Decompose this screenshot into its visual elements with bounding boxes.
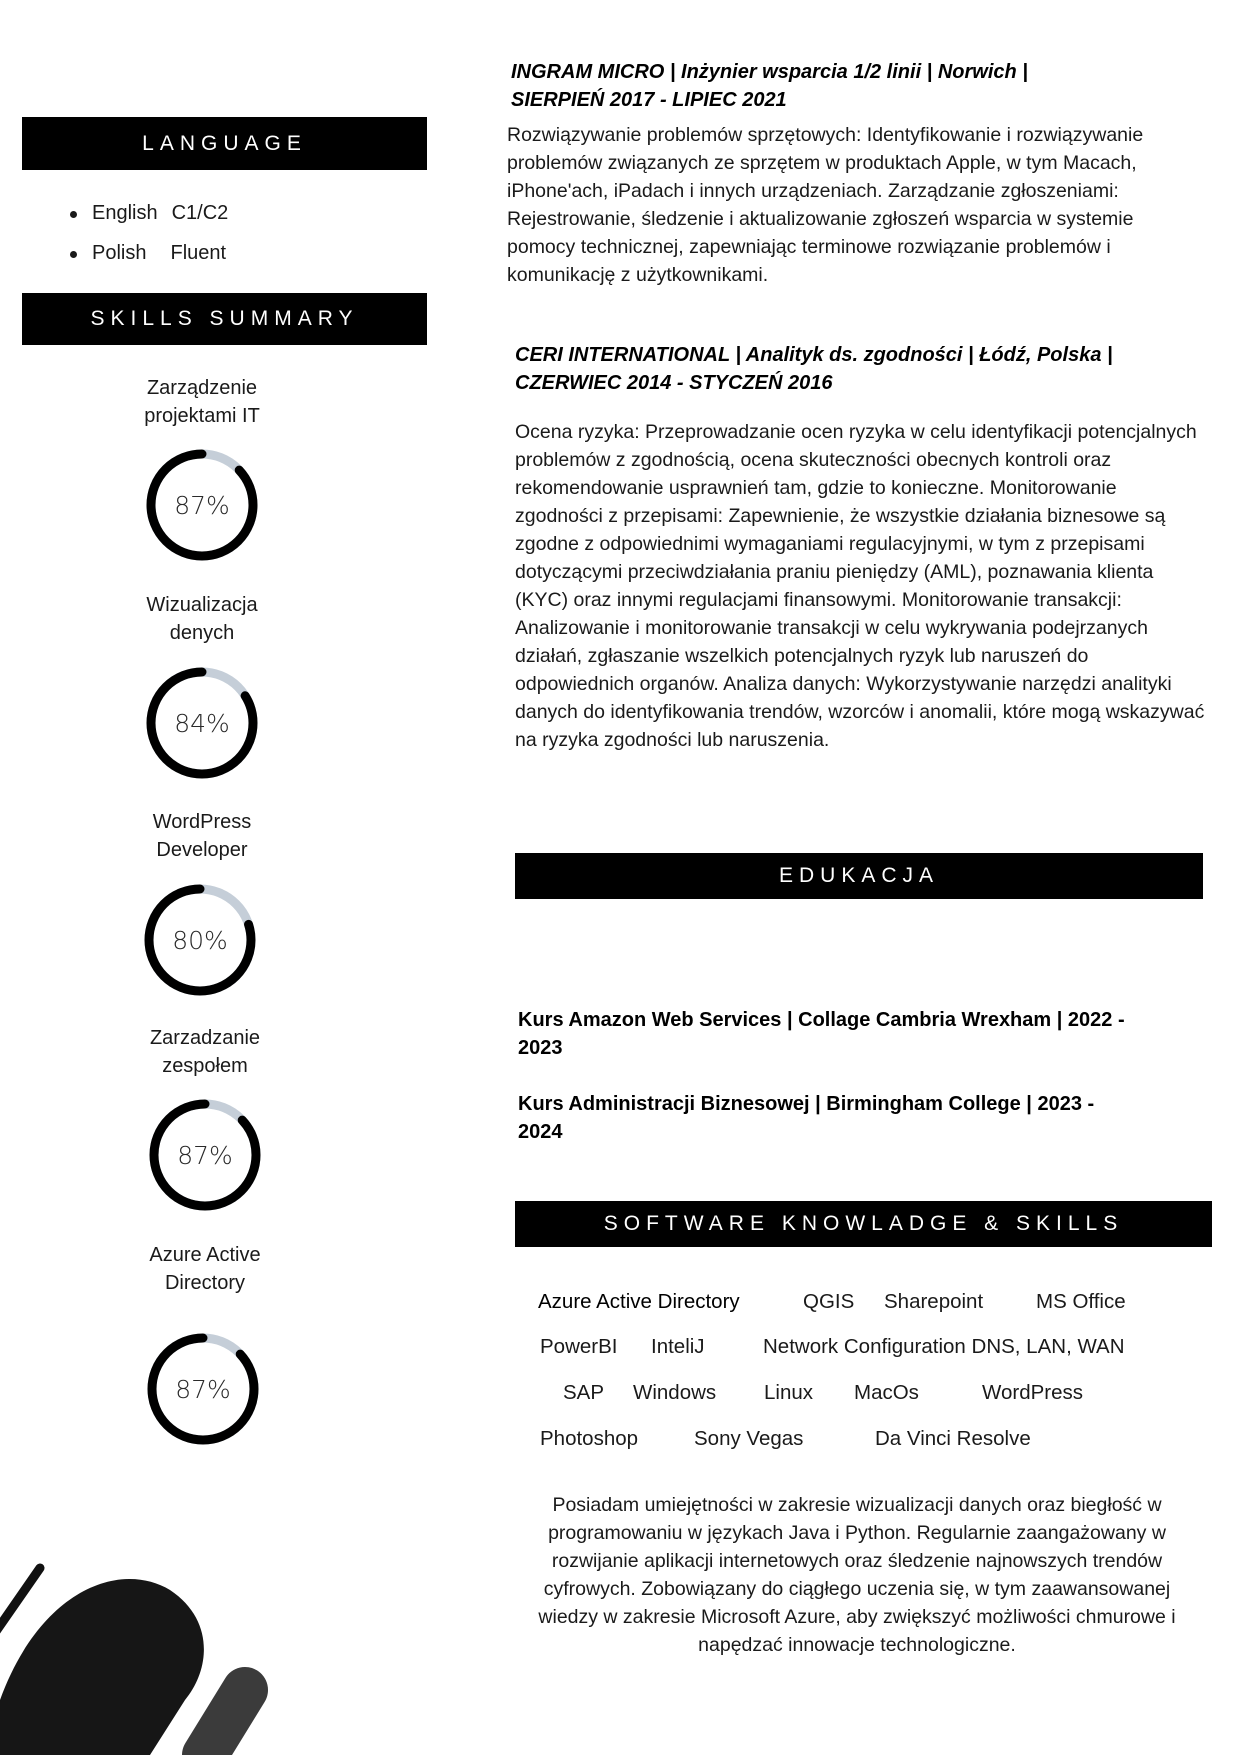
skill-label-line: zespołem (162, 1055, 248, 1077)
skill-label-line: projektami IT (144, 405, 260, 427)
skill-percent: 84% (174, 708, 230, 738)
job-title (511, 58, 1211, 114)
job-title-line: SIERPIEŃ 2017 - LIPIEC 2021 (511, 89, 787, 111)
skill-progress-ring (144, 665, 260, 781)
skill-percent: 80% (172, 925, 228, 955)
language-item (92, 193, 228, 233)
job-description: Ocena ryzyka: Przeprowadzanie ocen ryzyka w celu identyfikacji potencjalnych problemów z zgodnością, ocena skuteczności obecnych kontroli oraz rekomendowanie usprawnień tam, gdzie to konieczne. Monitorowanie zgodności z przepisami: Zapewnienie, że wszystkie działania biznesowe są zgodne z odpowiednimi wymaganiami regulacyjnymi, w tym z przepisami dotyczącymi przeciwdziałania praniu pieniędzy (AML), poznawania klienta (KYC) oraz innymi regulacjami finansowymi. Monitorowanie transakcji: Analizowanie i monitorowanie transakcji w celu wykrywania podejrzanych działań, zgłaszanie wszelkich potencjalnych ryzyk lub naruszeń do odpowiednich organów. Analiza danych: Wykorzystywanie narzędzi analityki danych do identyfikowania trendów, wzorców i anomalii, które mogą wskazywać na ryzyka zgodności lub naruszenia. (515, 421, 1205, 751)
language-name: Polish (92, 242, 147, 264)
job-title-line: CERI INTERNATIONAL | Analityk ds. zgodności | Łódź, Polska | (515, 344, 1113, 366)
education-line: Kurs Amazon Web Services | Collage Cambria Wrexham | 2022 - (518, 1009, 1125, 1031)
software-item: QGIS (803, 1290, 855, 1313)
software-item: Da Vinci Resolve (875, 1427, 1031, 1450)
language-item (92, 233, 228, 273)
skill-label-line: Zarządzenie (146, 377, 258, 399)
software-item: MS Office (1036, 1290, 1126, 1313)
education-line: Kurs Administracji Biznesowej | Birmingham College | 2023 - (518, 1093, 1095, 1115)
skill-label (102, 374, 302, 430)
skill-progress-ring (142, 882, 258, 998)
software-item: Photoshop (540, 1427, 639, 1450)
software-item: Network Configuration DNS, LAN, WAN (763, 1335, 1125, 1358)
software-item: InteliJ (651, 1335, 705, 1358)
job-title (515, 341, 1215, 397)
profile-summary: Posiadam umiejętności w zakresie wizualizacji danych oraz biegłość w programowaniu w językach Java i Python. Regularnie zaangażowany w rozwijanie aplikacji internetowych oraz śledzenie najnowszych trendów cyfrowych. Zobowiązany do ciągłego uczenia się, w tym zaawansowanej wiedzy w zakresie Microsoft Azure, aby zwiększyć możliwości chmurowe i napędzać innowacje technologiczne. (538, 1494, 1176, 1656)
skill-label-line: Zarzadzanie (149, 1027, 261, 1049)
skill-label (105, 1241, 305, 1297)
skill-progress-ring (145, 1331, 261, 1447)
software-item: Sony Vegas (694, 1427, 804, 1450)
skill-label-line: Directory (164, 1272, 245, 1294)
skills-summary-heading: SKILLS SUMMARY (22, 293, 427, 345)
skill-progress-ring (144, 447, 260, 563)
skill-percent: 87% (174, 490, 230, 520)
skill-label-line: WordPress (152, 811, 252, 833)
software-item: Sharepoint (884, 1290, 984, 1313)
skill-label-line: Wizualizacja (146, 594, 258, 616)
software-item: MacOs (854, 1381, 919, 1404)
software-item: WordPress (982, 1381, 1084, 1404)
skill-label (105, 1024, 305, 1080)
skill-label (102, 591, 302, 647)
job-title-line: INGRAM MICRO | Inżynier wsparcia 1/2 linii | Norwich | (511, 61, 1028, 83)
education-line: 2024 (518, 1121, 563, 1143)
language-list (92, 193, 228, 273)
language-level: Fluent (170, 242, 227, 264)
software-item: SAP (563, 1381, 605, 1404)
software-item: Windows (633, 1381, 717, 1404)
education-line: 2023 (518, 1037, 563, 1059)
skill-label-line: Developer (156, 839, 248, 861)
education-heading: EDUKACJA (515, 853, 1203, 899)
software-heading: SOFTWARE KNOWLADGE & SKILLS (515, 1201, 1212, 1247)
language-heading: LANGUAGE (22, 117, 427, 170)
language-level: C1/C2 (171, 202, 229, 224)
decorative-shapes (0, 1550, 300, 1755)
language-name: English (92, 202, 158, 224)
skill-label-line: Azure Active (149, 1244, 261, 1266)
software-item: Linux (764, 1381, 814, 1404)
skill-percent: 87% (175, 1374, 231, 1404)
education-item (518, 1006, 1218, 1062)
skill-percent: 87% (177, 1140, 233, 1170)
skill-label-line: denych (169, 622, 235, 644)
software-item: Azure Active Directory (538, 1290, 740, 1313)
software-item: PowerBI (540, 1335, 618, 1358)
skill-label (102, 808, 302, 864)
job-title-line: CZERWIEC 2014 - STYCZEŃ 2016 (515, 372, 833, 394)
job-description: Rozwiązywanie problemów sprzętowych: Identyfikowanie i rozwiązywanie problemów związanych ze sprzętem w produktach Apple, w tym Macach, iPhone'ach, iPadach i innych urządzeniach. Zarządzanie zgłoszeniami: Rejestrowanie, śledzenie i aktualizowanie zgłoszeń wsparcia w systemie pomocy technicznej, zapewniając terminowe rozwiązanie problemów i komunikację z użytkownikami. (507, 124, 1144, 286)
skill-progress-ring (147, 1097, 263, 1213)
education-item (518, 1090, 1218, 1146)
